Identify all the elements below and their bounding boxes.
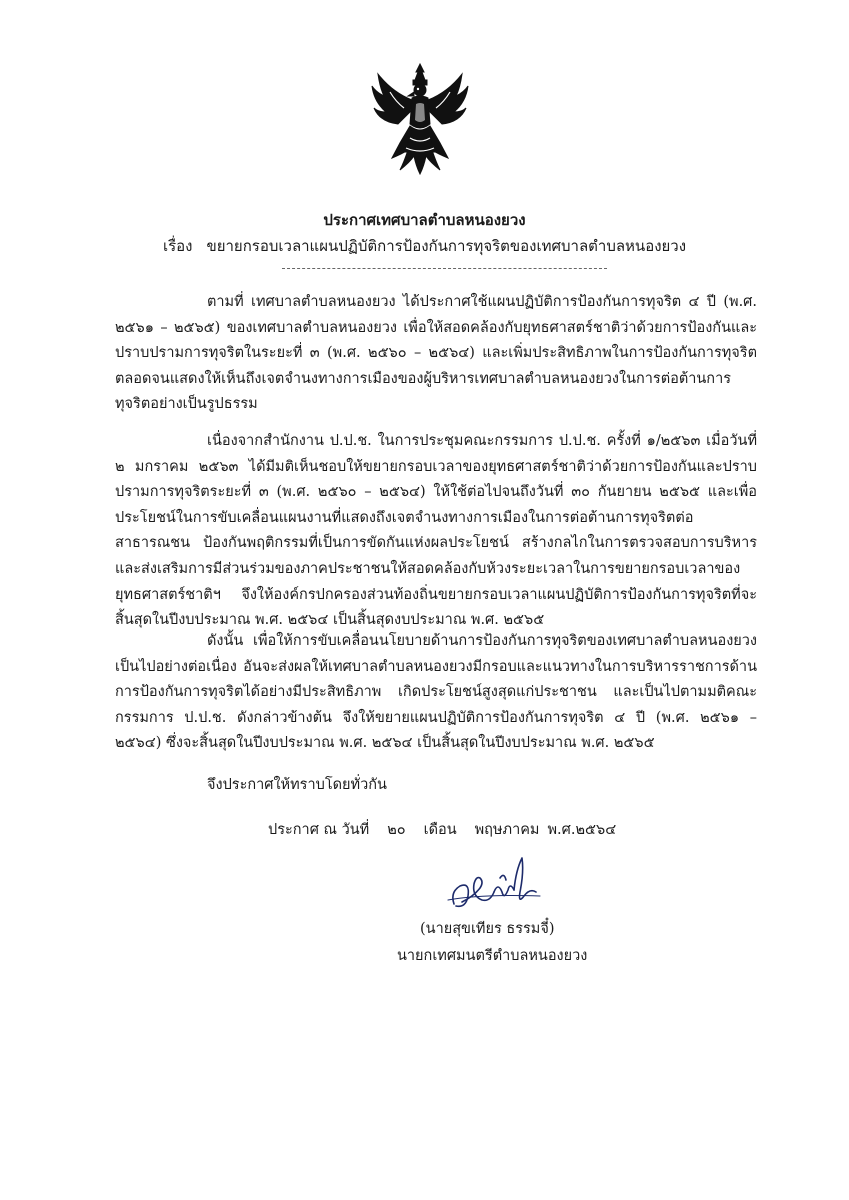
signer-position: นายกเทศมนตรีตำบลหนองยวง <box>397 948 588 964</box>
announcement-date <box>268 818 634 841</box>
date-day: ๒๐ <box>387 822 406 838</box>
date-month: พฤษภาคม <box>474 822 540 838</box>
handwritten-signature-icon <box>440 852 550 922</box>
paragraph-closing: จึงประกาศให้ทราบโดยทั่วกัน <box>207 777 387 793</box>
signer-name: (นายสุขเทียร ธรรมจี๋) <box>420 921 555 937</box>
announcement-title: ประกาศเทศบาลตำบลหนองยวง <box>323 211 526 229</box>
garuda-emblem-icon <box>370 62 470 180</box>
subject-text: ขยายกรอบเวลาแผนปฏิบัติการป้องกันการทุจริตของเทศบาลตำบลหนองยวง <box>206 237 687 255</box>
divider-line <box>282 268 607 269</box>
subject-label: เรื่อง <box>162 237 193 255</box>
paragraph-decision: ดังนั้น เพื่อให้การขับเคลื่อนนโยบายด้านการป้องกันการทุจริตของเทศบาลตำบลหนองยวงเป็นไปอย่างต่อเนื่อง อันจะส่งผลให้เทศบาลตำบลหนองยวงมีกรอบและแนวทางในการบริหารราชการด้านการป้องกันการทุจริตได้อย่างมีประสิทธิภาพ เกิดประโยชน์สูงสุดแก่ประชาชน และเป็นไปตามมติคณะกรรมการ ป.ป.ช. ดังกล่าวข้างต้น จึงให้ขยายแผนปฏิบัติการป้องกันการทุจริต ๔ ปี (พ.ศ. ๒๕๖๑ – ๒๕๖๔) ซึ่งจะสิ้นสุดในปีงบประมาณ พ.ศ. ๒๕๖๔ เป็นสิ้นสุดในปีงบประมาณ พ.ศ. ๒๕๖๕ <box>115 633 757 752</box>
subject-line <box>0 234 849 258</box>
date-month-label: เดือน <box>423 822 457 838</box>
paragraph-reason: เนื่องจากสำนักงาน ป.ป.ช. ในการประชุมคณะกรรมการ ป.ป.ช. ครั้งที่ ๑/๒๕๖๓ เมื่อวันที่ ๒ มกราคม ๒๕๖๓ ได้มีมติเห็นชอบให้ขยายกรอบเวลาของยุทธศาสตร์ชาติว่าด้วยการป้องกันและปราบปรามการทุจริตระยะที่ ๓ (พ.ศ. ๒๕๖๐ – ๒๕๖๔) ให้ใช้ต่อไปจนถึงวันที่ ๓๐ กันยายน ๒๕๖๕ และเพื่อประโยชน์ในการขับเคลื่อนแผนงานที่แสดงถึงเจตจำนงทางการเมืองในการต่อต้านการทุจริตต่อสาธารณชน ป้องกันพฤติกรรมที่เป็นการขัดกันแห่งผลประโยชน์ สร้างกลไกในการตรวจสอบการบริหาร และส่งเสริมการมีส่วนร่วมของภาคประชาชนให้สอดคล้องกับห้วงระยะเวลาในการขยายกรอบเวลาของยุทธศาสตร์ชาติฯ จึงให้องค์กรปกครองส่วนท้องถิ่นขยายกรอบเวลาแผนปฏิบัติการป้องกันการทุจริตที่จะสิ้นสุดในปีงบประมาณ พ.ศ. ๒๕๖๔ เป็นสิ้นสุดงบประมาณ พ.ศ. ๒๕๖๕ <box>115 433 757 629</box>
paragraph-background: ตามที่ เทศบาลตำบลหนองยวง ได้ประกาศใช้แผนปฏิบัติการป้องกันการทุจริต ๔ ปี (พ.ศ. ๒๕๖๑ – ๒๕๖๕) ของเทศบาลตำบลหนองยวง เพื่อให้สอดคล้องกับยุทธศาสตร์ชาติว่าด้วยการป้องกันและปราบปรามการทุจริตในระยะที่ ๓ (พ.ศ. ๒๕๖๐ – ๒๕๖๔) และเพิ่มประสิทธิภาพในการป้องกันการทุจริต ตลอดจนแสดงให้เห็นถึงเจตจำนงทางการเมืองของผู้บริหารเทศบาลตำบลหนองยวงในการต่อต้านการทุจริตอย่างเป็นรูปธรรม <box>115 294 757 413</box>
date-year: พ.ศ.๒๕๖๔ <box>547 822 617 838</box>
date-prefix: ประกาศ ณ วันที่ <box>268 822 370 838</box>
